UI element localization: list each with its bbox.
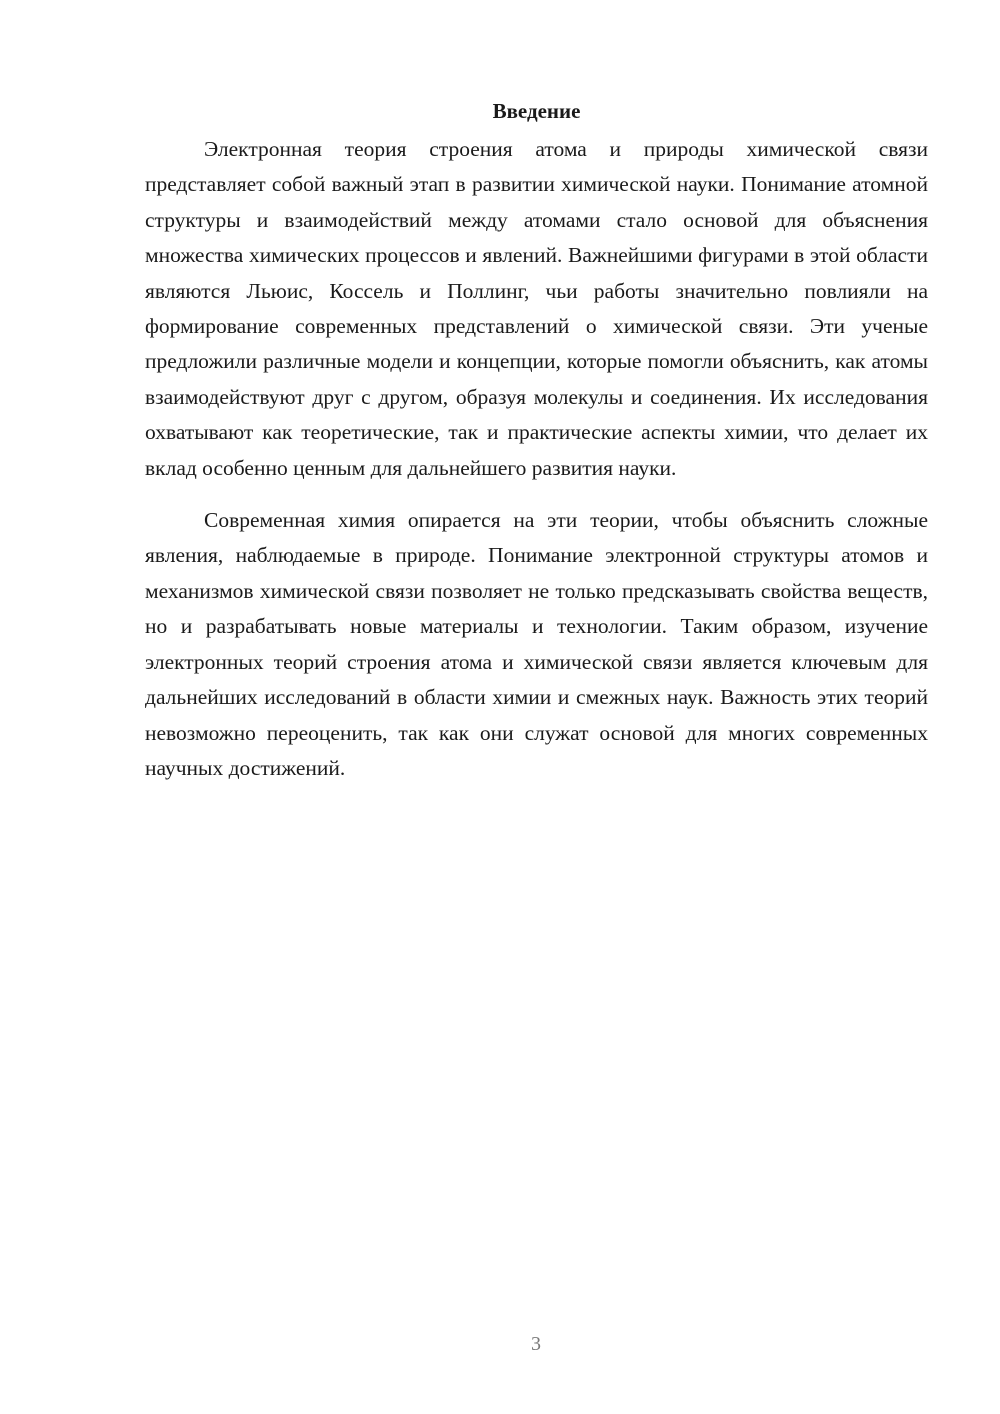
page-content [145, 96, 928, 786]
paragraph-2: Современная химия опирается на эти теории, чтобы объяснить сложные явления, наблюдаемые в природе. Понимание электронной структуры атомов и механизмов химической связи позволяет не только предсказывать свойства веществ, но и разрабатывать новые материалы и технологии. Таким образом, изучение электронных теорий строения атома и химической связи является ключевым для дальнейших исследований в области химии и смежных наук. Важность этих теорий невозможно переоценить, так как они служат основой для многих современных научных достижений. [145, 508, 928, 780]
paragraph-1: Электронная теория строения атома и природы химической связи представляет собой важный этап в развитии химической науки. Понимание атомной структуры и взаимодействий между атомами стало основой для объяснения множества химических процессов и явлений. Важнейшими фигурами в этой области являются Льюис, Коссель и Поллинг, чьи работы значительно повлияли на формирование современных представлений о химической связи. Эти ученые предложили различные модели и концепции, которые помогли объяснить, как атомы взаимодействуют друг с другом, образуя молекулы и соединения. Их исследования охватывают как теоретические, так и практические аспекты химии, что делает их вклад особенно ценным для дальнейшего развития науки. [145, 137, 928, 480]
page-number: 3 [531, 1333, 541, 1355]
section-heading: Введение [492, 99, 581, 123]
